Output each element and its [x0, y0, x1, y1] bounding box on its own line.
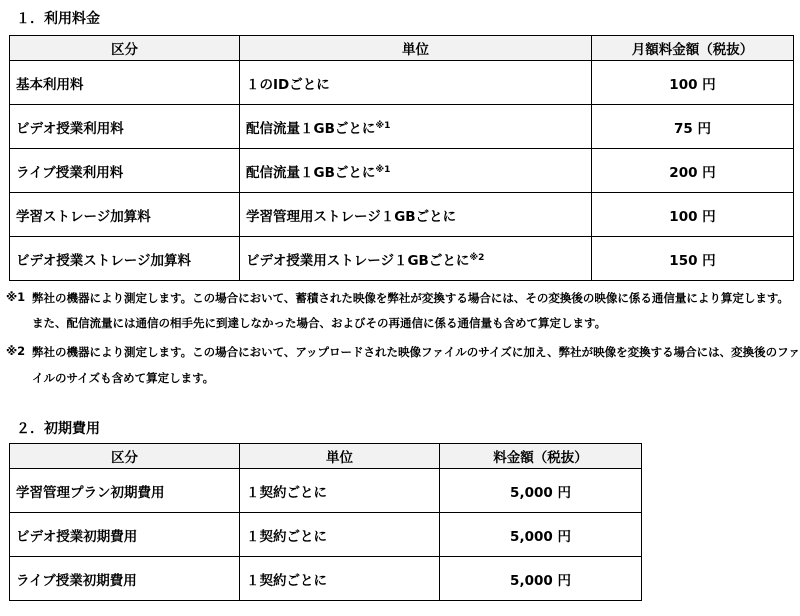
table-row	[10, 149, 794, 193]
unit-cell	[240, 237, 592, 281]
unit-cell	[240, 149, 592, 193]
column-header-monthly-price: 月額料金額（税抜）	[592, 36, 794, 61]
unit-cell: １契約ごとに	[240, 513, 440, 557]
column-header-category: 区分	[10, 444, 240, 469]
category-cell: ライブ授業初期費用	[10, 557, 240, 601]
price-cell: 5,000 円	[440, 469, 642, 513]
section2-heading: ２．初期費用	[16, 421, 100, 437]
section1-heading: １．利用料金	[16, 11, 100, 27]
table-row	[10, 61, 794, 105]
unit-text: １のIDごとに	[246, 76, 330, 93]
initial-fee-table	[9, 443, 642, 601]
footnote-mark: ※1	[375, 120, 391, 131]
table-row	[10, 105, 794, 149]
footnote-2-mark: ※2	[6, 344, 26, 358]
footnote-mark: ※2	[469, 252, 485, 263]
category-cell: 学習管理プラン初期費用	[10, 469, 240, 513]
price-cell: 5,000 円	[440, 557, 642, 601]
column-header-unit: 単位	[240, 36, 592, 61]
category-cell: ライブ授業利用料	[10, 149, 240, 193]
unit-cell	[240, 105, 592, 149]
category-cell: ビデオ授業利用料	[10, 105, 240, 149]
unit-text: 配信流量１GBごとに	[246, 164, 376, 181]
table-row	[10, 237, 794, 281]
unit-text: ビデオ授業用ストレージ１GBごとに	[246, 252, 470, 269]
column-header-price: 料金額（税抜）	[440, 444, 642, 469]
footnote-1-continuation: また、配信流量には通信の相手先に到達しなかった場合、およびその再通信に係る通信量も含めて算定します。	[32, 316, 607, 330]
column-header-unit: 単位	[240, 444, 440, 469]
unit-cell: １契約ごとに	[240, 557, 440, 601]
table-header-row	[10, 36, 794, 61]
footnote-mark: ※1	[375, 164, 391, 175]
price-cell: 5,000 円	[440, 513, 642, 557]
category-cell: 基本利用料	[10, 61, 240, 105]
price-cell: 150 円	[592, 237, 794, 281]
unit-cell	[240, 61, 592, 105]
footnote-2	[6, 344, 800, 359]
footnote-2-text: 弊社の機器により測定します。この場合において、アップロードされた映像ファイルのサイズに加え、弊社が映像を変換する場合には、変換後のファ	[32, 345, 800, 359]
table-header-row	[10, 444, 642, 469]
footnote-1-mark: ※1	[6, 290, 26, 304]
table-row	[10, 513, 642, 557]
price-cell: 75 円	[592, 105, 794, 149]
price-cell: 100 円	[592, 61, 794, 105]
column-header-category: 区分	[10, 36, 240, 61]
table-row	[10, 193, 794, 237]
category-cell: ビデオ授業ストレージ加算料	[10, 237, 240, 281]
footnote-1	[6, 290, 796, 304]
footnote-1-text: 弊社の機器により測定します。この場合において、蓄積された映像を弊社が変換する場合には、その変換後の映像に係る通信量により算定します。	[32, 291, 789, 305]
unit-cell	[240, 193, 592, 237]
usage-fee-table	[9, 35, 794, 281]
unit-cell: １契約ごとに	[240, 469, 440, 513]
unit-text: 配信流量１GBごとに	[246, 120, 376, 137]
table-row	[10, 469, 642, 513]
price-cell: 100 円	[592, 193, 794, 237]
price-cell: 200 円	[592, 149, 794, 193]
category-cell: 学習ストレージ加算料	[10, 193, 240, 237]
table-row	[10, 557, 642, 601]
unit-text: 学習管理用ストレージ１GBごとに	[246, 208, 457, 225]
category-cell: ビデオ授業初期費用	[10, 513, 240, 557]
footnote-2-continuation: イルのサイズも含めて算定します。	[32, 371, 215, 385]
